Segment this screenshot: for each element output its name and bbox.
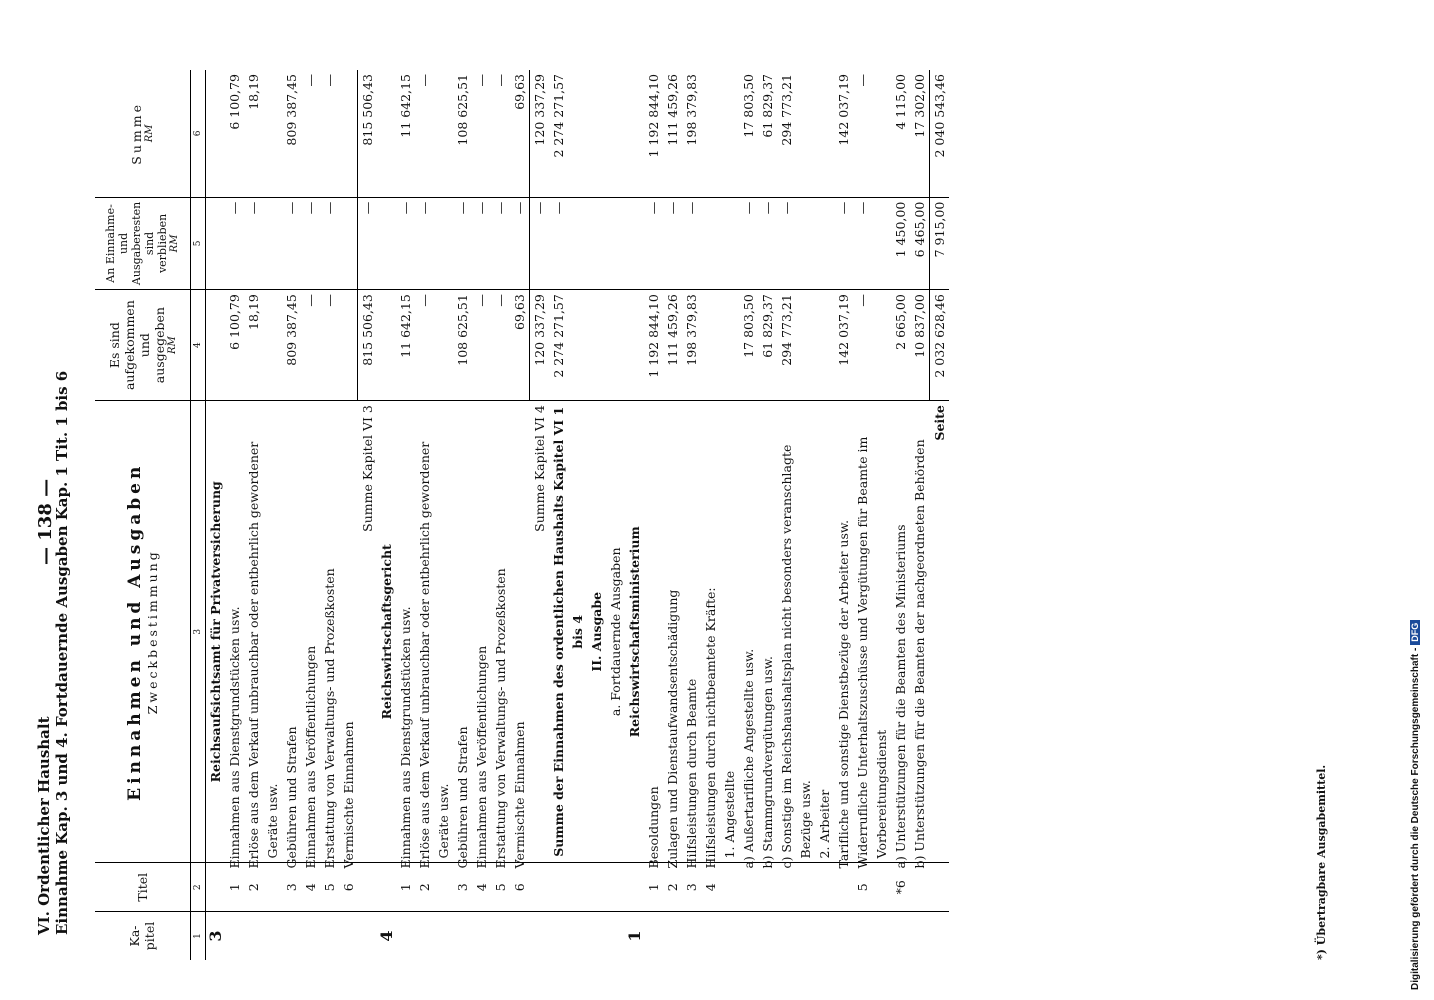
summe-cell <box>815 70 834 197</box>
kapitel-cell <box>910 911 930 960</box>
table-row <box>910 70 930 960</box>
header-line2: Einnahme Kap. 3 und 4. Fortdauernde Ausgaben Kap. 1 Tit. 1 bis 6 <box>53 370 71 935</box>
titel-cell <box>587 863 606 912</box>
kapitel-cell <box>358 911 378 960</box>
verblieben-cell: 7 915,00 <box>930 197 950 289</box>
verblieben-cell: — <box>777 197 815 289</box>
table-row <box>682 70 701 960</box>
summe-cell: — <box>853 70 891 197</box>
titel-cell <box>606 863 625 912</box>
summe-cell <box>205 70 225 197</box>
verblieben-cell <box>701 197 720 289</box>
col-aufgekommen <box>95 290 190 401</box>
kapitel-cell <box>510 911 530 960</box>
table-row <box>510 70 530 960</box>
titel-cell: 4 <box>701 863 720 912</box>
zweck-cell: Tarifliche und sonstige Dienstbezüge der Arbeiter usw. <box>834 401 853 863</box>
table-row <box>225 70 244 960</box>
table-row <box>758 70 777 960</box>
page-number: — 138 — <box>35 478 56 565</box>
zweck-cell: c) Sonstige im Reichshaushaltsplan nicht besonders veranschlagte Bezüge usw. <box>777 401 815 863</box>
col-summe <box>95 70 190 197</box>
aufgekommen-cell <box>377 290 396 401</box>
zweck-cell: Gebühren und Strafen <box>453 401 472 863</box>
titel-cell <box>549 863 587 912</box>
titel-cell <box>930 863 950 912</box>
titel-cell: 1 <box>225 863 244 912</box>
kapitel-cell <box>472 911 491 960</box>
titel-cell: *6 <box>891 863 910 912</box>
summe-cell: 18,19 <box>244 70 282 197</box>
table-row <box>930 70 950 960</box>
titel-cell: 2 <box>663 863 682 912</box>
col-zweck <box>95 401 190 863</box>
aufgekommen-cell: — <box>491 290 510 401</box>
col-num: 2 <box>190 863 205 912</box>
summe-cell: 11 642,15 <box>396 70 415 197</box>
verblieben-cell <box>625 197 644 289</box>
summe-cell <box>720 70 739 197</box>
summe-cell: 198 379,83 <box>682 70 701 197</box>
titel-cell <box>377 863 396 912</box>
table-row <box>530 70 550 960</box>
zweck-cell: Einnahmen aus Veröffentlichungen <box>301 401 320 863</box>
verblieben-cell: — <box>472 197 491 289</box>
aufgekommen-cell: 61 829,37 <box>758 290 777 401</box>
header-left <box>35 371 71 935</box>
titel-cell: 5 <box>320 863 339 912</box>
kapitel-cell <box>453 911 472 960</box>
summe-cell <box>339 70 358 197</box>
summe-cell: 2 040 543,46 <box>930 70 950 197</box>
table-row <box>834 70 853 960</box>
verblieben-cell: — <box>530 197 550 289</box>
kapitel-cell: 3 <box>205 930 225 942</box>
titel-cell: 1 <box>396 863 415 912</box>
rotated-document <box>35 40 1345 960</box>
zweck-cell: Seite <box>930 401 950 863</box>
col-num: 1 <box>190 911 205 960</box>
zweck-cell: Zulagen und Dienstaufwandsentschädigung <box>663 401 682 863</box>
aufgekommen-cell: 294 773,21 <box>777 290 815 401</box>
verblieben-cell: — <box>301 197 320 289</box>
table-row <box>244 70 282 960</box>
aufgekommen-cell: 809 387,45 <box>282 290 301 401</box>
verblieben-cell: — <box>739 197 758 289</box>
aufgekommen-cell: 69,63 <box>510 290 530 401</box>
verblieben-cell <box>720 197 739 289</box>
table-row <box>853 70 891 960</box>
summe-cell: — <box>472 70 491 197</box>
aufgekommen-cell: — <box>301 290 320 401</box>
zweck-cell: b) Stammgrundvergütungen usw. <box>758 401 777 863</box>
summe-cell: 108 625,51 <box>453 70 472 197</box>
titel-cell <box>530 863 550 912</box>
titel-cell: 5 <box>491 863 510 912</box>
kapitel-cell <box>815 911 834 960</box>
titel-cell: 3 <box>282 863 301 912</box>
table-row <box>396 70 415 960</box>
kapitel-cell <box>244 911 282 960</box>
aufgekommen-cell: 120 337,29 <box>530 290 550 401</box>
summe-cell <box>377 70 396 197</box>
footnote: *) Übertragbare Ausgabemittel. <box>1315 764 1328 960</box>
sidebar-credit <box>1410 10 1430 990</box>
summe-cell: — <box>491 70 510 197</box>
kapitel-cell <box>891 911 910 960</box>
aufgekommen-cell: — <box>320 290 339 401</box>
kapitel-cell <box>720 911 739 960</box>
unit-label: RM <box>166 336 178 355</box>
verblieben-cell: — <box>244 197 282 289</box>
kapitel-cell <box>663 911 682 960</box>
table-row <box>777 70 815 960</box>
summe-cell: 17 803,50 <box>739 70 758 197</box>
verblieben-cell: — <box>358 197 378 289</box>
titel-cell: 2 <box>415 863 453 912</box>
table-row <box>472 70 491 960</box>
aufgekommen-cell: 11 642,15 <box>396 290 415 401</box>
zweck-cell: Reichswirtschaftsministerium <box>625 401 644 863</box>
titel-cell <box>834 863 853 912</box>
aufgekommen-cell: — <box>415 290 453 401</box>
kapitel-cell <box>853 911 891 960</box>
table-body <box>205 70 949 960</box>
verblieben-cell: — <box>853 197 891 289</box>
verblieben-cell: — <box>510 197 530 289</box>
table-row <box>739 70 758 960</box>
col-verblieben <box>95 197 190 289</box>
summe-cell: 1 192 844,10 <box>644 70 663 197</box>
summe-cell: 142 037,19 <box>834 70 853 197</box>
col-titel: Titel <box>95 863 190 912</box>
kapitel-cell <box>415 911 453 960</box>
kapitel-cell <box>834 911 853 960</box>
verblieben-cell: — <box>549 197 587 289</box>
zweck-cell: Summe der Einnahmen des ordentlichen Haushalts Kapitel VI 1 bis 4 <box>549 401 587 863</box>
summe-cell: 111 459,26 <box>663 70 682 197</box>
table-row <box>301 70 320 960</box>
verblieben-cell: — <box>682 197 701 289</box>
titel-cell <box>625 863 644 912</box>
summe-cell: 61 829,37 <box>758 70 777 197</box>
kapitel-cell <box>301 911 320 960</box>
kapitel-cell <box>644 911 663 960</box>
kapitel-cell <box>777 911 815 960</box>
verblieben-cell: — <box>225 197 244 289</box>
col-kapitel: Ka-pitel <box>95 911 190 960</box>
titel-cell: 6 <box>510 863 530 912</box>
summe-cell <box>606 70 625 197</box>
table-row <box>282 70 301 960</box>
summe-cell <box>587 70 606 197</box>
titel-cell: 5 <box>853 863 891 912</box>
col-verblieben-label: An Einnahme- und Ausgaberesten sind verblieben <box>104 201 170 286</box>
aufgekommen-cell <box>339 290 358 401</box>
summe-cell: 69,63 <box>510 70 530 197</box>
zweck-cell: a) Unterstützungen für die Beamten des Ministeriums <box>891 401 910 863</box>
table-row <box>339 70 358 960</box>
table-row <box>625 70 644 960</box>
zweck-cell: Hilfsleistungen durch nichtbeamtete Kräfte: <box>701 401 720 863</box>
zweck-cell: Hilfsleistungen durch Beamte <box>682 401 701 863</box>
verblieben-cell <box>606 197 625 289</box>
aufgekommen-cell <box>720 290 739 401</box>
col-summe-label: Summe <box>129 102 145 165</box>
verblieben-cell: — <box>282 197 301 289</box>
table-row <box>644 70 663 960</box>
zweck-cell: Einnahmen aus Veröffentlichungen <box>472 401 491 863</box>
kapitel-cell <box>396 911 415 960</box>
table-row <box>720 70 739 960</box>
kapitel-cell: 4 <box>377 930 396 942</box>
table-row <box>701 70 720 960</box>
zweck-cell: Einnahmen aus Dienstgrundstücken usw. <box>396 401 415 863</box>
summe-cell: — <box>320 70 339 197</box>
table-row <box>587 70 606 960</box>
zweck-cell: Reichsaufsichtsamt für Privatversicherung <box>205 401 225 863</box>
verblieben-cell: — <box>491 197 510 289</box>
table-row <box>891 70 910 960</box>
verblieben-cell: — <box>644 197 663 289</box>
zweck-cell: 1. Angestellte <box>720 401 739 863</box>
titel-cell: 6 <box>339 863 358 912</box>
aufgekommen-cell: 108 625,51 <box>453 290 472 401</box>
titel-cell: 2 <box>244 863 282 912</box>
summe-cell: 17 302,00 <box>910 70 930 197</box>
col-zweck-title: Einnahmen und Ausgaben <box>124 462 145 801</box>
verblieben-cell: — <box>320 197 339 289</box>
summe-cell: 4 115,00 <box>891 70 910 197</box>
titel-cell: 3 <box>453 863 472 912</box>
summe-cell <box>701 70 720 197</box>
col-zweck-sub: Zweckbestimmung <box>144 549 160 715</box>
aufgekommen-cell: 18,19 <box>244 290 282 401</box>
col-num: 6 <box>190 70 205 197</box>
kapitel-cell: 1 <box>625 930 644 942</box>
header-line1: VI. Ordentlicher Haushalt <box>35 716 53 935</box>
verblieben-cell <box>815 197 834 289</box>
zweck-cell: Summe Kapitel VI 4 <box>530 401 550 863</box>
kapitel-cell <box>606 911 625 960</box>
kapitel-cell <box>491 911 510 960</box>
titel-cell <box>758 863 777 912</box>
zweck-cell: Erstattung von Verwaltungs- und Prozeßkosten <box>320 401 339 863</box>
summe-cell: — <box>301 70 320 197</box>
kapitel-cell <box>682 911 701 960</box>
zweck-cell: Gebühren und Strafen <box>282 401 301 863</box>
aufgekommen-cell: 2 032 628,46 <box>930 290 950 401</box>
aufgekommen-cell: 815 506,43 <box>358 290 378 401</box>
titel-cell: 3 <box>682 863 701 912</box>
verblieben-cell: — <box>758 197 777 289</box>
titel-cell: 4 <box>472 863 491 912</box>
zweck-cell: Besoldungen <box>644 401 663 863</box>
titel-cell: 1 <box>644 863 663 912</box>
zweck-cell: Vermischte Einnahmen <box>510 401 530 863</box>
titel-cell <box>739 863 758 912</box>
verblieben-cell: — <box>415 197 453 289</box>
col-num: 5 <box>190 197 205 289</box>
zweck-cell: Erlöse aus dem Verkauf unbrauchbar oder entbehrlich gewordener Geräte usw. <box>244 401 282 863</box>
credit-text <box>1410 10 1421 990</box>
col-num: 3 <box>190 401 205 863</box>
aufgekommen-cell: 6 100,79 <box>225 290 244 401</box>
zweck-cell: b) Unterstützungen für die Beamten der nachgeordneten Behörden <box>910 401 930 863</box>
table-row <box>606 70 625 960</box>
kapitel-cell <box>282 911 301 960</box>
zweck-cell: a) Außertarifliche Angestellte usw. <box>739 401 758 863</box>
verblieben-cell: 6 465,00 <box>910 197 930 289</box>
verblieben-cell: 1 450,00 <box>891 197 910 289</box>
col-num: 4 <box>190 290 205 401</box>
aufgekommen-cell <box>815 290 834 401</box>
table-row <box>377 70 396 960</box>
kapitel-cell <box>549 911 587 960</box>
titel-cell <box>205 863 225 912</box>
table-row <box>491 70 510 960</box>
zweck-cell: 2. Arbeiter <box>815 401 834 863</box>
aufgekommen-cell: 2 274 271,57 <box>549 290 587 401</box>
summe-cell: 809 387,45 <box>282 70 301 197</box>
summe-cell: 815 506,43 <box>358 70 378 197</box>
aufgekommen-cell: 1 192 844,10 <box>644 290 663 401</box>
aufgekommen-cell: 142 037,19 <box>834 290 853 401</box>
table-row <box>415 70 453 960</box>
summe-cell: 294 773,21 <box>777 70 815 197</box>
kapitel-cell <box>930 911 950 960</box>
titel-cell <box>815 863 834 912</box>
verblieben-cell <box>205 197 225 289</box>
verblieben-cell <box>587 197 606 289</box>
zweck-cell: a. Fortdauernde Ausgaben <box>606 401 625 863</box>
zweck-cell: Widerrufliche Unterhaltszuschüsse und Vergütungen für Beamte im Vorbereitungsdienst <box>853 401 891 863</box>
summe-cell: — <box>415 70 453 197</box>
titel-cell: 4 <box>301 863 320 912</box>
summe-cell: 120 337,29 <box>530 70 550 197</box>
summe-cell <box>625 70 644 197</box>
verblieben-cell <box>339 197 358 289</box>
aufgekommen-cell: — <box>472 290 491 401</box>
titel-cell <box>910 863 930 912</box>
aufgekommen-cell <box>205 290 225 401</box>
budget-table <box>95 70 949 960</box>
aufgekommen-cell <box>606 290 625 401</box>
table-row <box>815 70 834 960</box>
kapitel-cell <box>320 911 339 960</box>
titel-cell <box>358 863 378 912</box>
zweck-cell: II. Ausgabe <box>587 401 606 863</box>
kapitel-cell <box>530 911 550 960</box>
credit-label: Digitalisierung gefördert durch die Deutsche Forschungsgemeinschaft - <box>1410 647 1421 990</box>
titel-cell <box>720 863 739 912</box>
verblieben-cell <box>377 197 396 289</box>
aufgekommen-cell <box>587 290 606 401</box>
verblieben-cell: — <box>834 197 853 289</box>
verblieben-cell: — <box>453 197 472 289</box>
aufgekommen-cell: — <box>853 290 891 401</box>
table-row <box>453 70 472 960</box>
table-row <box>320 70 339 960</box>
aufgekommen-cell: 198 379,83 <box>682 290 701 401</box>
aufgekommen-cell: 17 803,50 <box>739 290 758 401</box>
unit-label: RM <box>169 234 181 253</box>
zweck-cell: Erstattung von Verwaltungs- und Prozeßkosten <box>491 401 510 863</box>
unit-label: RM <box>144 124 156 143</box>
aufgekommen-cell: 2 665,00 <box>891 290 910 401</box>
zweck-cell: Einnahmen aus Dienstgrundstücken usw. <box>225 401 244 863</box>
verblieben-cell: — <box>396 197 415 289</box>
kapitel-cell <box>739 911 758 960</box>
zweck-cell: Summe Kapitel VI 3 <box>358 401 378 863</box>
kapitel-cell <box>758 911 777 960</box>
verblieben-cell: — <box>663 197 682 289</box>
kapitel-cell <box>225 911 244 960</box>
titel-cell <box>777 863 815 912</box>
aufgekommen-cell: 10 837,00 <box>910 290 930 401</box>
table-row <box>663 70 682 960</box>
summe-cell: 6 100,79 <box>225 70 244 197</box>
col-aufgekommen-label: Es sind aufgekommen und ausgegeben <box>106 300 167 391</box>
kapitel-cell <box>587 911 606 960</box>
aufgekommen-cell: 111 459,26 <box>663 290 682 401</box>
table-row <box>549 70 587 960</box>
aufgekommen-cell <box>625 290 644 401</box>
kapitel-cell <box>701 911 720 960</box>
zweck-cell: Erlöse aus dem Verkauf unbrauchbar oder entbehrlich gewordener Geräte usw. <box>415 401 453 863</box>
summe-cell: 2 274 271,57 <box>549 70 587 197</box>
zweck-cell: Reichswirtschaftsgericht <box>377 401 396 863</box>
kapitel-cell <box>339 911 358 960</box>
aufgekommen-cell <box>701 290 720 401</box>
zweck-cell: Vermischte Einnahmen <box>339 401 358 863</box>
table-row <box>205 70 225 960</box>
dfg-logo: DFG <box>1410 620 1420 645</box>
table-row <box>358 70 378 960</box>
